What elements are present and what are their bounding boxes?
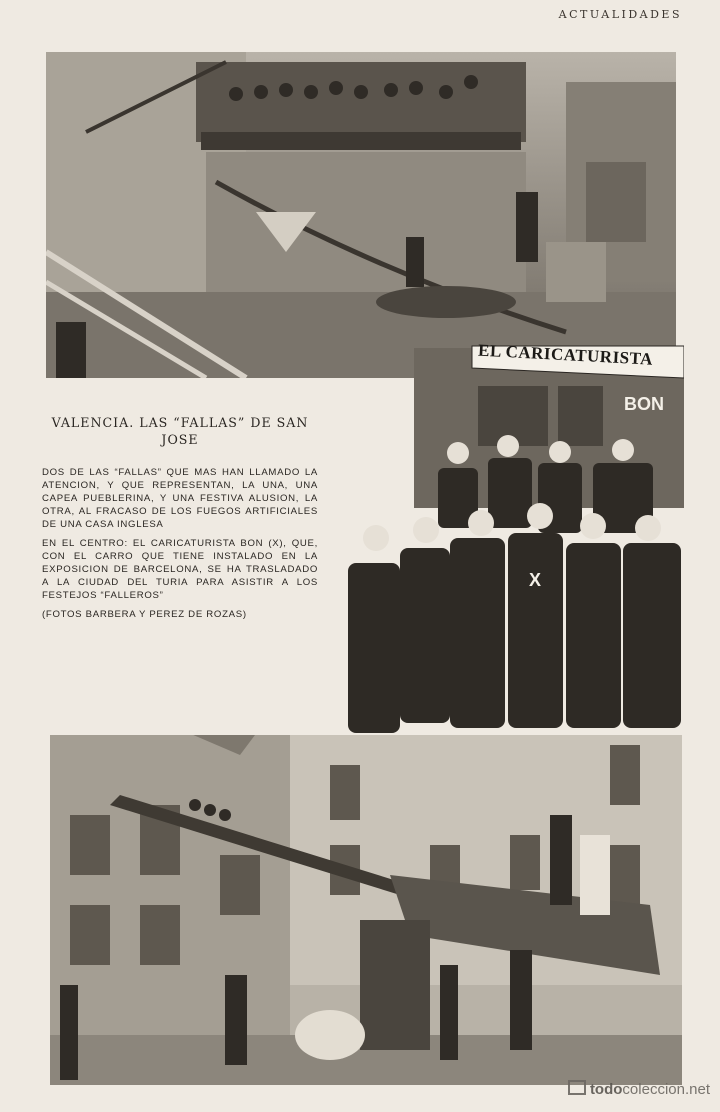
photo-falla-fuegos xyxy=(50,735,682,1085)
watermark-suffix: .net xyxy=(684,1081,710,1098)
article-headline: VALENCIA. LAS “FALLAS” DE SAN JOSE xyxy=(51,415,309,447)
article-block xyxy=(42,414,318,627)
photo-falla-capea-image xyxy=(46,52,676,378)
article-paragraph-2: EN EL CENTRO: EL CARICATURISTA BON (X), QUE, CON EL CARRO QUE TIENE INSTALADO EN LA EXPOSICION DE BARCELONA, SE HA TRASLADADO A LA CIUDAD DEL TURIA PARA ASISTIR A LOS FESTEJOS “FALLEROS” xyxy=(42,538,318,601)
watermark-text: coleccion xyxy=(622,1081,685,1098)
watermark xyxy=(568,1080,710,1098)
photo-falla-capea xyxy=(46,52,676,378)
photo-credit: (FOTOS BARBERA Y PEREZ DE ROZAS) xyxy=(42,609,247,620)
photo-caricaturista-bon xyxy=(338,338,684,734)
article-paragraph-1: DOS DE LAS “FALLAS” QUE MAS HAN LLAMADO LA ATENCION, Y QUE REPRESENTAN, LA UNA, UNA CAPEA PUEBLERINA, Y UNA FESTIVA ALUSION, LA OTRA, AL FRACASO DE LOS FUEGOS ARTIFICIALES DE UNA CASA INGLESA xyxy=(42,467,318,530)
caricaturista-x-mark: X xyxy=(529,570,542,590)
watermark-logo-icon xyxy=(568,1080,586,1095)
sign-bon: BON xyxy=(624,394,664,414)
sign-el-caricaturista: EL CARICATURISTA xyxy=(477,340,654,369)
photo-falla-fuegos-image xyxy=(50,735,682,1085)
section-header: ACTUALIDADES xyxy=(558,8,682,21)
watermark-bold: todo xyxy=(589,1081,623,1098)
